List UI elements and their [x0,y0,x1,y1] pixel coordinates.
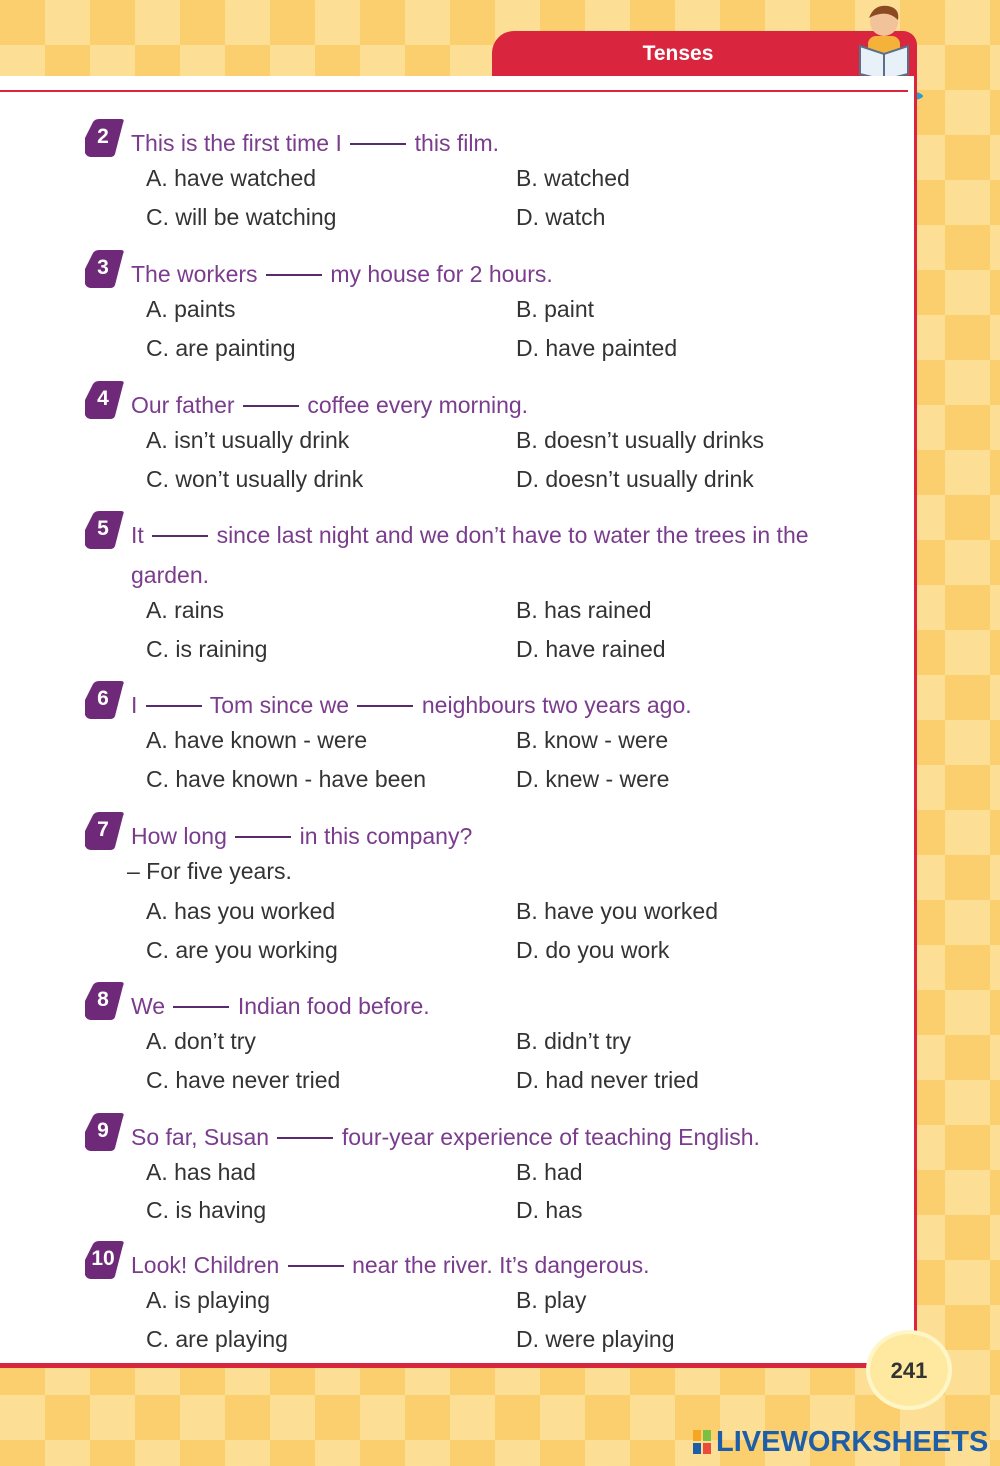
answer-blank[interactable] [266,274,322,276]
question-stem: The workers my house for 2 hours. [131,261,553,287]
answer-blank[interactable] [152,535,208,537]
brand-watermark[interactable]: LIVEWORKSHEETS [716,1426,989,1458]
option-c[interactable]: C. is raining [146,636,268,662]
question-stem: Our father coffee every morning. [131,392,529,418]
header-rule [0,90,908,92]
option-a[interactable]: A. don’t try [146,1028,256,1054]
question-number-badge: 4 [83,381,125,419]
option-c[interactable]: C. are you working [146,937,338,963]
section-title: Tenses [642,42,714,65]
answer-blank[interactable] [146,705,202,707]
question-stem: I Tom since we neighbours two years ago. [131,692,692,718]
option-a[interactable]: A. have known - were [146,727,368,753]
question-number-badge: 7 [83,812,125,850]
option-c[interactable]: C. is having [146,1197,267,1223]
question-stem: How long in this company? [131,823,473,849]
question-stem: We Indian food before. [131,993,430,1019]
question-number-badge: 2 [83,119,125,157]
option-d[interactable]: D. watch [516,204,606,230]
option-b[interactable]: B. paint [516,296,594,322]
option-b[interactable]: B. have you worked [516,898,719,924]
answer-blank[interactable] [288,1265,344,1267]
option-a[interactable]: A. paints [146,296,236,322]
option-d[interactable]: D. has [516,1197,583,1223]
answer-blank[interactable] [357,705,413,707]
option-a[interactable]: A. has you worked [146,898,336,924]
option-b[interactable]: B. didn’t try [516,1028,632,1054]
question-number-badge: 9 [83,1113,125,1151]
option-d[interactable]: D. have painted [516,335,678,361]
option-c[interactable]: C. will be watching [146,204,337,230]
question-stem: It since last night and we don’t have to water the trees in the garden. [131,522,809,588]
option-d[interactable]: D. were playing [516,1326,675,1352]
page-number: 241 [890,1358,928,1383]
option-c[interactable]: C. are painting [146,335,296,361]
question-number-badge: 3 [83,250,125,288]
option-b[interactable]: B. play [516,1287,587,1313]
question-stem: This is the first time I this film. [131,130,499,156]
option-a[interactable]: A. have watched [146,165,317,191]
option-b[interactable]: B. doesn’t usually drinks [516,427,765,453]
option-b[interactable]: B. had [516,1159,583,1185]
question-stem: So far, Susan four-year experience of teaching English. [131,1124,760,1150]
option-a[interactable]: A. is playing [146,1287,271,1313]
option-b[interactable]: B. has rained [516,597,652,623]
question-number-badge: 6 [83,681,125,719]
option-c[interactable]: C. have never tried [146,1067,341,1093]
question-number-badge: 5 [83,511,125,549]
option-c[interactable]: C. won’t usually drink [146,466,364,492]
option-a[interactable]: A. rains [146,597,224,623]
option-c[interactable]: C. have known - have been [146,766,427,792]
option-b[interactable]: B. know - were [516,727,669,753]
option-d[interactable]: D. knew - were [516,766,670,792]
answer-blank[interactable] [350,143,406,145]
option-d[interactable]: D. doesn’t usually drink [516,466,754,492]
option-d[interactable]: D. do you work [516,937,670,963]
option-d[interactable]: D. have rained [516,636,666,662]
question-number-badge: 10 [83,1241,125,1279]
question-stem: Look! Children near the river. It’s dangerous. [131,1252,650,1278]
liveworksheets-logo-icon [693,1430,711,1454]
answer-blank[interactable] [277,1137,333,1139]
footer-rule [0,1366,870,1368]
question-number-badge: 8 [83,982,125,1020]
option-c[interactable]: C. are playing [146,1326,288,1352]
option-a[interactable]: A. isn’t usually drink [146,427,350,453]
option-d[interactable]: D. had never tried [516,1067,699,1093]
page-number-badge [866,1330,952,1410]
answer-blank[interactable] [243,405,299,407]
dialogue-reply: – For five years. [127,858,292,884]
answer-blank[interactable] [235,836,291,838]
option-b[interactable]: B. watched [516,165,630,191]
answer-blank[interactable] [173,1006,229,1008]
option-a[interactable]: A. has had [146,1159,256,1185]
